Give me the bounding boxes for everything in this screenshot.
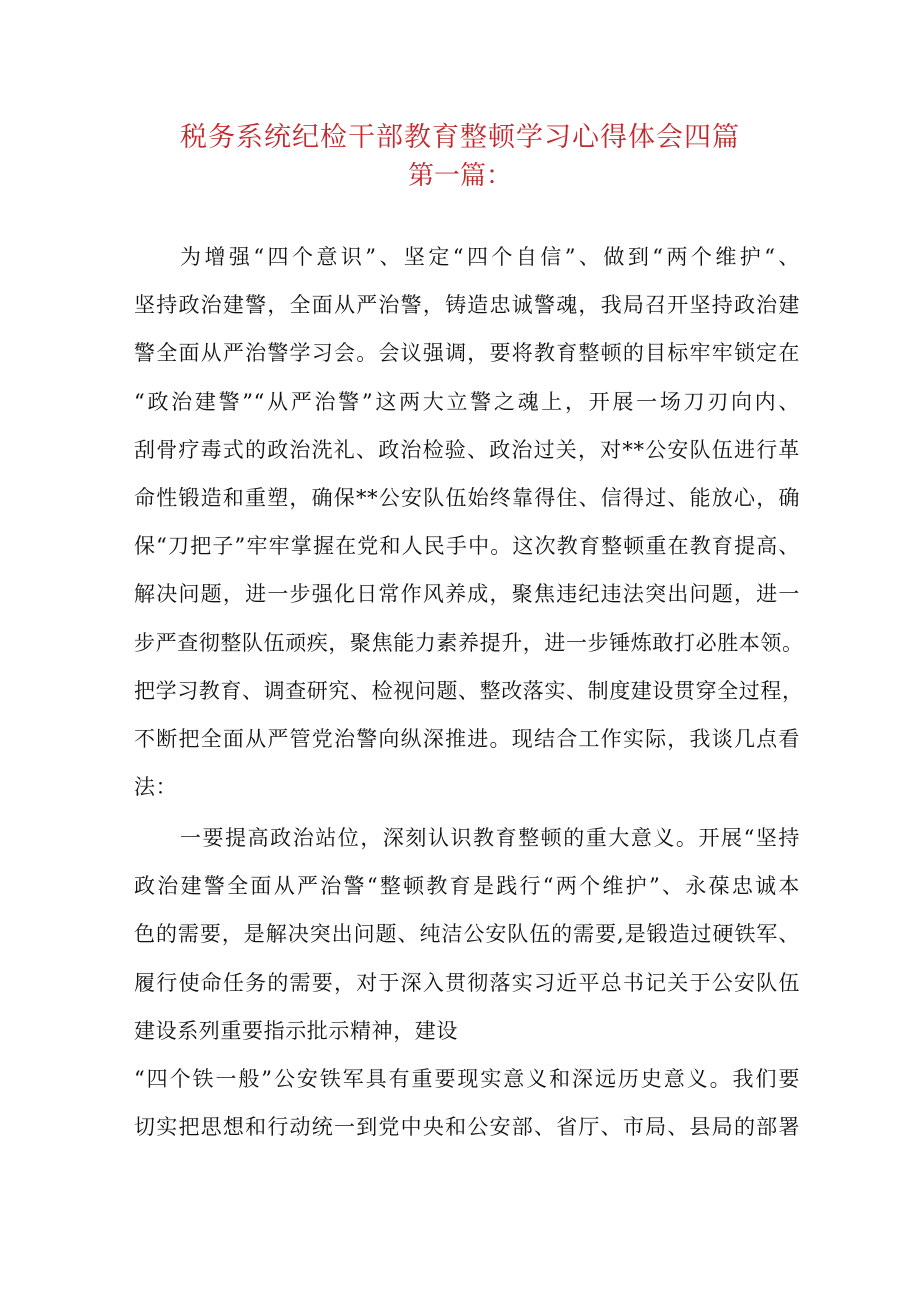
paragraph-line: “政治建警”“从严治警”这两大立警之魂上，开展一场刀刃向内、 — [134, 389, 800, 414]
paragraph-line: 政治建警全面从严治警“整顿教育是践行“两个维护”、永葆忠诚本 — [134, 874, 800, 899]
paragraph-line: 建设系列重要指示批示精神，建设 — [134, 1018, 458, 1043]
paragraph-line: “四个铁一般”公安铁军具有重要现实意义和深远历史意义。我们要 — [134, 1066, 800, 1091]
paragraph-line: 把学习教育、调查研究、检视问题、整改落实、制度建设贯穿全过程， — [134, 678, 804, 703]
paragraph-line: 刮骨疗毒式的政治洗礼、政治检验、政治过关，对**公安队伍进行革 — [134, 437, 800, 462]
paragraph-line: 履行使命任务的需要，对于深入贯彻落实习近平总书记关于公安队伍 — [134, 970, 800, 995]
paragraph-line: 步严查彻整队伍顽疾，聚焦能力素养提升，进一步锤炼敢打必胜本领。 — [134, 630, 804, 655]
paragraph-line: 为增强“四个意识”、坚定“四个自信”、做到“两个维护“、 — [180, 245, 800, 269]
paragraph-line: 坚持政治建警，全面从严治警，铸造忠诚警魂，我局召开坚持政治建 — [134, 293, 800, 318]
paragraph-line: 色的需要，是解决突出问题、纯洁公安队伍的需要,是锻造过硬铁军、 — [134, 922, 800, 947]
paragraph-line: 法： — [134, 775, 178, 800]
paragraph-line: 警全面从严治警学习会。会议强调，要将教育整顿的目标牢牢锁定在 — [134, 341, 800, 366]
paragraph-2 — [134, 814, 800, 1151]
paragraph-line: 一要提高政治站位，深刻认识教育整顿的重大意义。开展“坚持 — [180, 826, 800, 850]
paragraph-1 — [134, 233, 804, 811]
paragraph-line: 解决问题，进一步强化日常作风养成，聚焦违纪违法突出问题，进一 — [134, 582, 800, 607]
paragraph-line: 切实把思想和行动统一到党中央和公安部、省厅、市局、县局的部署 — [134, 1115, 800, 1140]
paragraph-line: 保“刀把子”牢牢掌握在党和人民手中。这次教育整顿重在教育提高、 — [134, 534, 800, 559]
document-title: 税务系统纪检干部教育整顿学习心得体会四篇 — [180, 122, 740, 153]
paragraph-line: 命性锻造和重塑，确保**公安队伍始终靠得住、信得过、能放心，确 — [134, 485, 800, 510]
document-subtitle: 第一篇： — [407, 161, 512, 191]
paragraph-line: 不断把全面从严管党治警向纵深推进。现结合工作实际，我谈几点看 — [134, 726, 800, 751]
